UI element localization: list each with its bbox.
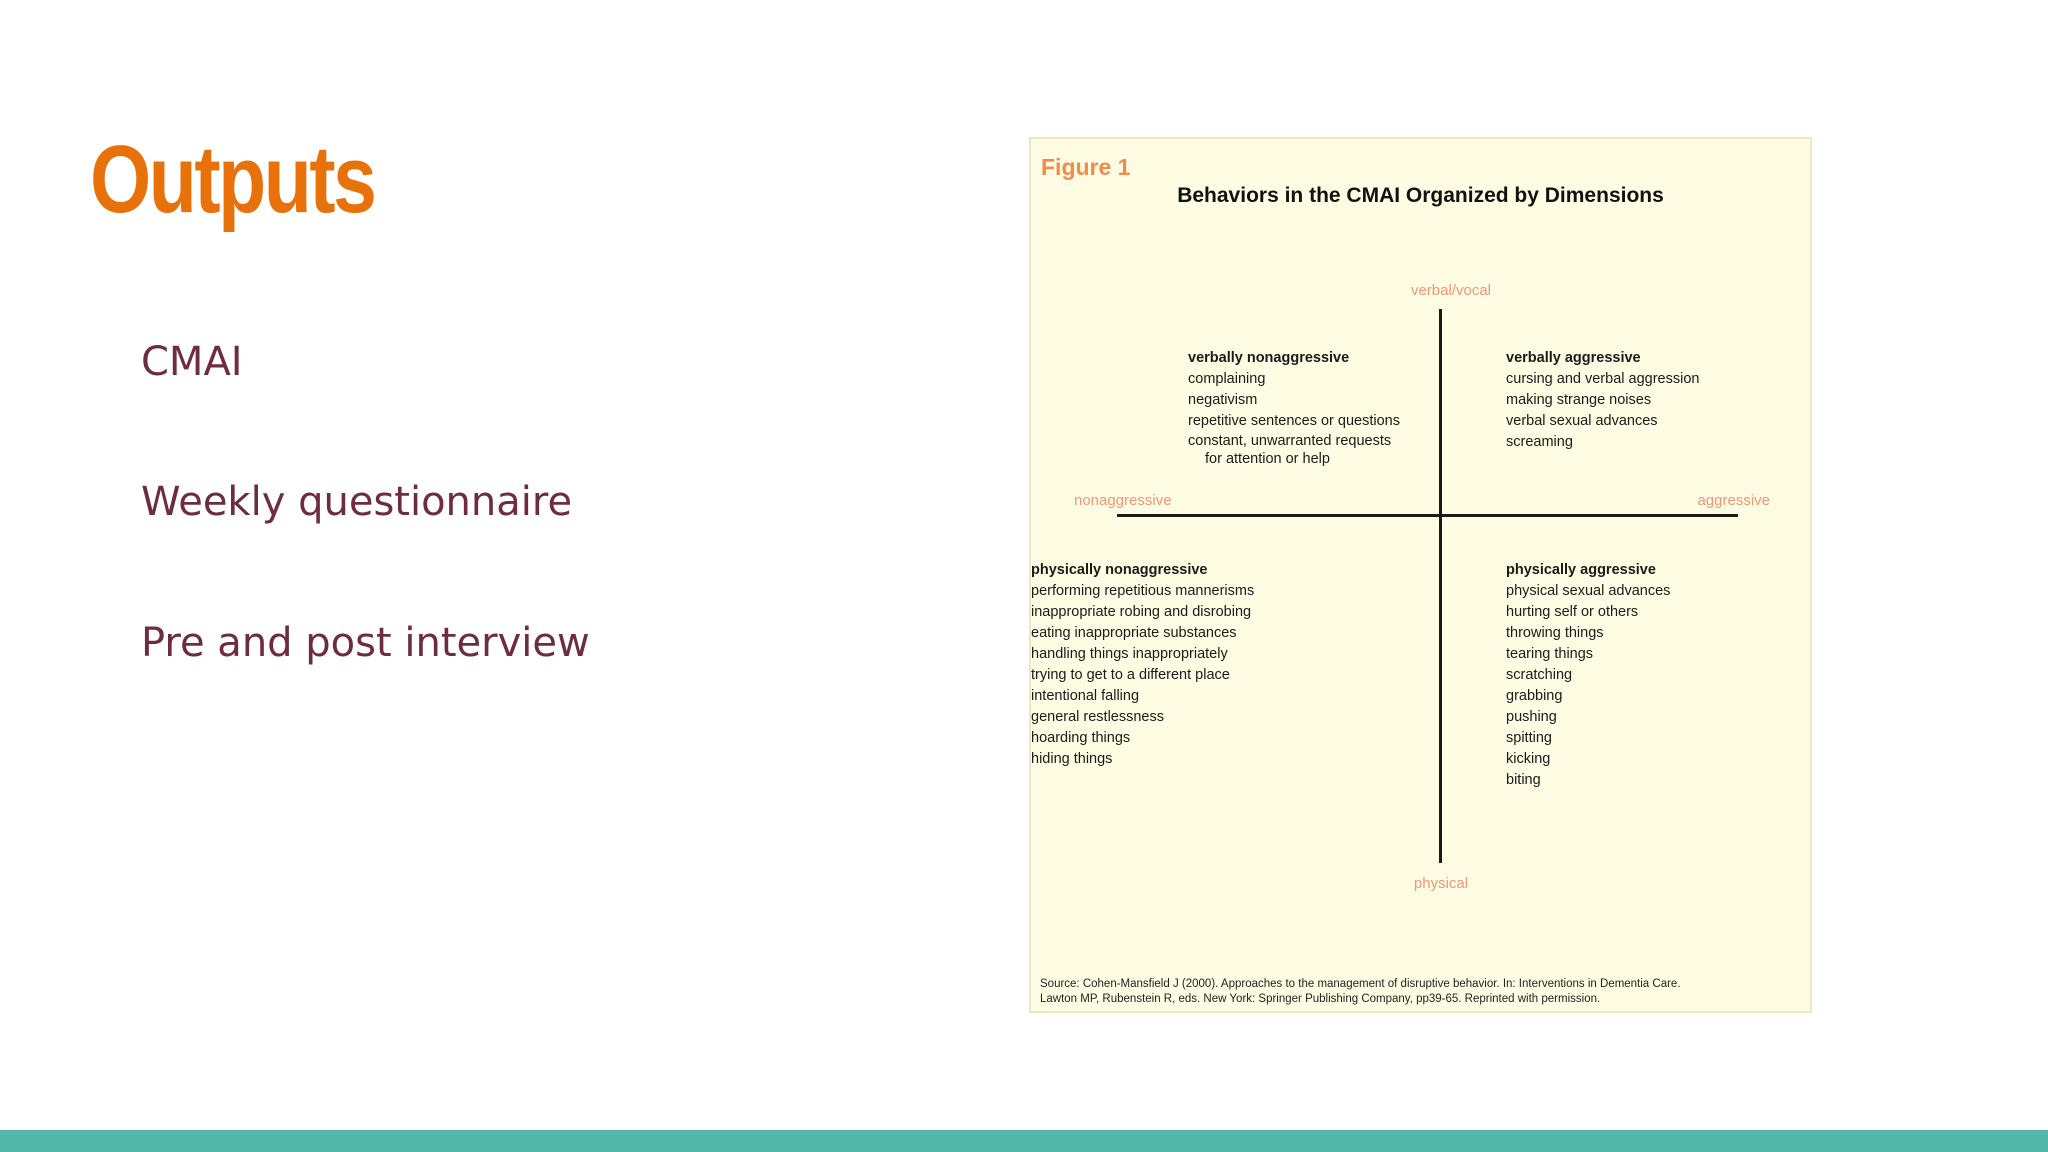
slide-title: Outputs [90,126,375,233]
behavior-item: negativism [1188,392,1258,408]
behavior-item: hiding things [1031,751,1113,767]
behavior-item: verbal sexual advances [1506,413,1658,429]
axis-label-aggressive: aggressive [1697,492,1770,509]
behavior-item: handling things inappropriately [1031,646,1228,662]
bullet-weekly-questionnaire: Weekly questionnaire [141,479,573,525]
behavior-item: intentional falling [1031,688,1140,704]
quadrant-heading: physically aggressive [1506,562,1656,578]
behavior-item: hurting self or others [1506,604,1639,620]
behavior-item: performing repetitious mannerisms [1031,583,1255,599]
behavior-item: making strange noises [1506,392,1652,408]
horizontal-axis-line [1117,514,1738,517]
behavior-item: kicking [1506,751,1551,767]
axis-label-nonaggressive: nonaggressive [1074,492,1172,509]
source-line: Source: Cohen-Mansfield J (2000). Approaches to the management of disruptive behavior. In: Interventions in Dementia Care. [1040,978,1681,990]
behavior-item: biting [1506,772,1541,788]
source-line: Lawton MP, Rubenstein R, eds. New York: Springer Publishing Company, pp39-65. Reprinted with permission. [1040,993,1601,1005]
quadrant-verbal-aggressive [1506,348,1699,453]
behavior-item: hoarding things [1031,730,1131,746]
behavior-item: screaming [1506,434,1573,450]
vertical-axis-line [1439,309,1442,863]
footer-bar [0,1130,2048,1152]
behavior-item: general restlessness [1031,709,1164,725]
behavior-item: tearing things [1506,646,1594,662]
quadrant-physical-aggressive [1506,560,1670,791]
quadrant-heading: verbally aggressive [1506,350,1641,366]
behavior-item: constant, unwarranted requests [1188,433,1392,449]
bullet-pre-post-interview: Pre and post interview [141,620,590,666]
axis-label-physical: physical [1413,875,1469,892]
figure-label: Figure 1 [1041,154,1131,180]
axis-label-verbal: verbal/vocal [1410,282,1492,299]
behavior-item: trying to get to a different place [1031,667,1230,683]
behavior-item: repetitive sentences or questions [1188,413,1400,429]
cmai-figure [1029,137,1812,1013]
behavior-item: spitting [1506,730,1552,746]
behavior-item: for attention or help [1205,451,1330,467]
quadrant-verbal-nonaggressive [1188,348,1400,468]
behavior-item: throwing things [1506,625,1604,641]
behavior-item: pushing [1506,709,1557,725]
behavior-item: inappropriate robing and disrobing [1031,604,1252,620]
behavior-item: complaining [1188,371,1266,387]
behavior-item: eating inappropriate substances [1031,625,1237,641]
bullet-cmai: CMAI [141,339,243,385]
quadrant-physical-nonaggressive [1031,560,1254,770]
quadrant-heading: physically nonaggressive [1031,562,1208,578]
behavior-item: scratching [1506,667,1573,683]
behavior-item: cursing and verbal aggression [1506,371,1700,387]
figure-source [1040,977,1681,1007]
behavior-item: grabbing [1506,688,1563,704]
behavior-item: physical sexual advances [1506,583,1671,599]
quadrant-heading: verbally nonaggressive [1188,350,1350,366]
figure-title: Behaviors in the CMAI Organized by Dimensions [1177,184,1664,207]
